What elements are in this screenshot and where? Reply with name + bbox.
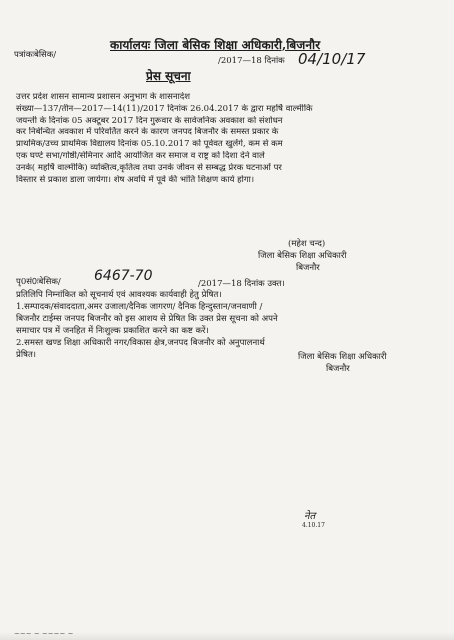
signatory-place: बिजनौर bbox=[296, 263, 320, 273]
copy-line: बिजनौर टाईम्स जनपद बिजनौर को इस आशय से प्रेषित कि उक्त प्रेस सूचना को अपने bbox=[16, 314, 278, 324]
scan-mark: ~~~ ~ ~~~~ ~ bbox=[14, 630, 74, 638]
body-line: प्राथमिक/उच्च प्राथमिक विद्यालय दिनांक 05.10.2017 को पूर्ववत खुलेंगे, कम से कम bbox=[16, 139, 283, 150]
body-line: जयन्ती के दिनांक 05 अक्टूबर 2017 दिन गुरूवार के सार्वजनिक अवकाश को संशोधन bbox=[16, 115, 283, 126]
body-line: विस्तार से प्रकाश डाला जायेगा। शेष अवधि में पूर्व की भांति शिक्षण कार्य होगा। bbox=[16, 174, 255, 185]
signatory-place: बिजनौर bbox=[326, 364, 350, 374]
reference-year-date: /2017—18 दिनांक उक्त। bbox=[198, 279, 285, 289]
copy-line: समाचार पत्र में जनहित में निःशुल्क प्रकाशित करने का कष्ट करें। bbox=[16, 326, 209, 336]
reference-prefix: पृ0सं0ःबेसिक/ bbox=[16, 277, 61, 287]
notice-body bbox=[16, 92, 436, 186]
copy-line: प्रतिलिपि निम्नांकित को सूचनार्थ एवं आवश्यक कार्यवाही हेतु प्रेषित। bbox=[16, 290, 222, 300]
copy-line: 2.समस्त खण्ड शिक्षा अधिकारी नगर/विकास क्षेत्र,जनपद बिजनौर को अनुपालनार्थ bbox=[16, 338, 265, 348]
body-line: उत्तर प्रदेश शासन सामान्य प्रशासन अनुभाग के शासनादेश bbox=[16, 92, 191, 102]
body-line: संख्या—137/तीन—2017—14(11)/2017 दिनांक 26.04.2017 के द्वारा महर्षि वाल्मीकि bbox=[16, 103, 313, 114]
body-line: उनके( महर्षि वाल्मीकि) व्यक्तित्व,कृतित्व तथा उनके जीवन से सम्बद्ध प्रेरक घटनाओं पर bbox=[16, 162, 282, 173]
body-line: एक घण्टे सभा/गोष्ठी/सेमिनार आदि आयोजित कर समाज व राष्ट्र को दिशा देने वाले bbox=[16, 150, 265, 161]
signatory-designation: जिला बेसिक शिक्षा अधिकारी bbox=[258, 251, 347, 261]
copy-line: प्रेषित। bbox=[16, 350, 37, 360]
handwritten-reference-number: 6467-70 bbox=[94, 268, 153, 284]
handwritten-initials: नेत bbox=[304, 511, 316, 522]
copy-line: 1.सम्पादक/संवाददाता,अमर उजाला/दैनिक जागरण/ दैनिक हिन्दुस्तान/जनवाणी / bbox=[16, 302, 263, 312]
signature-block-2 bbox=[298, 351, 387, 375]
year-date-label: /2017—18 दिनांक bbox=[218, 56, 285, 66]
signatory-name: (महेश चन्द) bbox=[288, 239, 326, 249]
body-line: कर निर्बन्धित अवकाश में परिवर्तित करने के कारण जनपद बिजनौर के समस्त प्रकार के bbox=[16, 127, 279, 138]
signatory-designation: जिला बेसिक शिक्षा अधिकारी bbox=[298, 352, 387, 362]
office-title: कार्यालयः जिला बेसिक शिक्षा अधिकारी,बिजनौर bbox=[110, 38, 321, 52]
patrank-label: पत्रांकःबेसिक/ bbox=[14, 50, 57, 60]
signature-block-1 bbox=[258, 238, 347, 274]
handwritten-date: 04/10/17 bbox=[298, 50, 366, 68]
initials-date: 4.10.17 bbox=[302, 522, 325, 529]
press-notice-heading: प्रेस सूचना bbox=[146, 69, 191, 83]
